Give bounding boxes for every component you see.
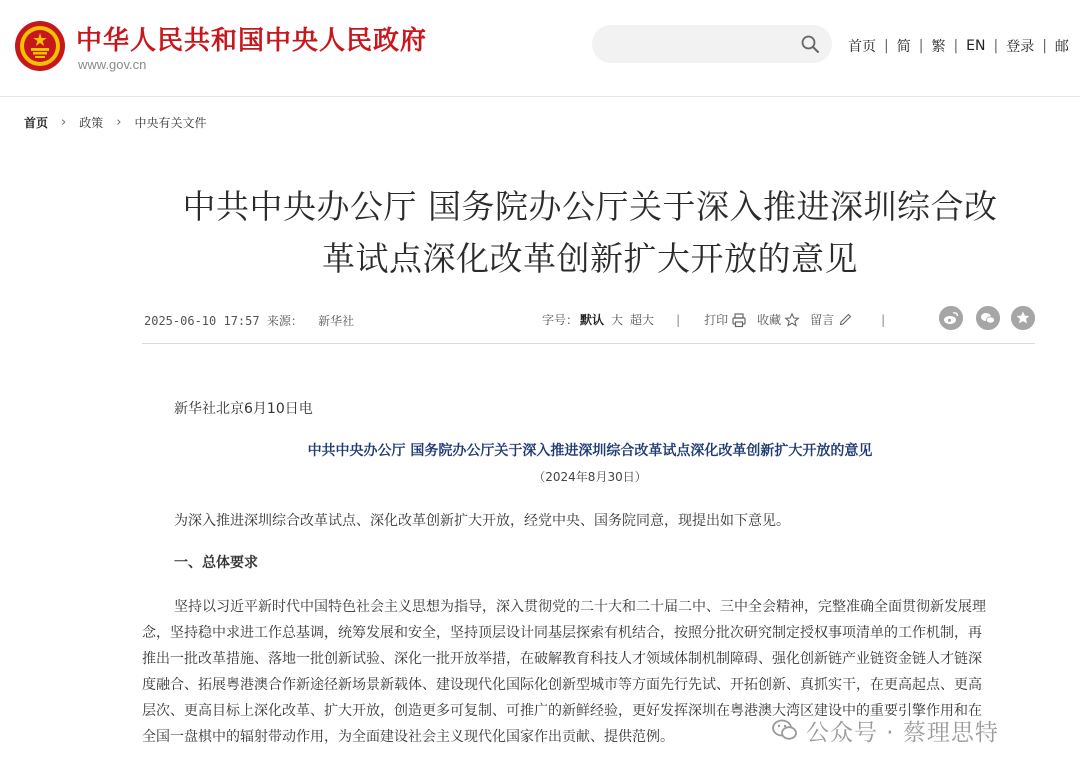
nav-home[interactable]: 首页 bbox=[848, 39, 876, 55]
intro-paragraph: 为深入推进深圳综合改革试点、深化改革创新扩大开放，经党中央、国务院同意，现提出如下意见。 bbox=[174, 513, 790, 529]
pencil-icon bbox=[837, 312, 853, 328]
comment-button[interactable] bbox=[810, 311, 853, 328]
paragraph-line: 坚持以习近平新时代中国特色社会主义思想为指导，深入贯彻党的二十大和二十届二中、三中全会精神，完整准确全面贯彻新发展理 bbox=[174, 599, 986, 615]
nav-mail[interactable]: 邮 bbox=[1054, 39, 1069, 55]
font-size-xlarge[interactable]: 超大 bbox=[630, 313, 655, 327]
paragraph-line: 层次、更高目标上深化改革、扩大开放，创造更多可复制、可推广的新鲜经验，更好发挥深圳在粤港澳大湾区建设中的重要引擎作用和在 bbox=[142, 703, 982, 719]
publish-datetime: 2025-06-10 17:57 bbox=[144, 314, 260, 328]
chevron-right-icon: › bbox=[116, 115, 122, 130]
article-title-line2: 革试点深化改革创新扩大开放的意见 bbox=[322, 239, 858, 278]
site-name[interactable]: 中华人民共和国中央人民政府 bbox=[76, 26, 428, 56]
article-title bbox=[142, 181, 1038, 285]
font-size-large[interactable]: 大 bbox=[611, 313, 624, 327]
source-label: 来源： bbox=[266, 314, 303, 328]
breadcrumb bbox=[24, 114, 206, 131]
font-size-label: 字号： bbox=[542, 313, 579, 327]
search-input[interactable] bbox=[606, 34, 796, 54]
nav-simplified[interactable]: 简 bbox=[896, 39, 911, 55]
nav-separator: | bbox=[1042, 38, 1047, 54]
tools-separator: | bbox=[676, 312, 681, 327]
wechat-icon[interactable] bbox=[976, 306, 1000, 330]
print-label: 打印 bbox=[704, 313, 729, 327]
tools-separator: | bbox=[881, 312, 886, 327]
article-tools bbox=[542, 311, 885, 328]
star-icon[interactable] bbox=[1011, 306, 1035, 330]
paragraph-line: 念，坚持稳中求进工作总基调，统筹发展和安全，坚持顶层设计同基层探索有机结合，按照分批次研究制定授权事项清单的工作机制，再 bbox=[142, 625, 982, 641]
breadcrumb-policy[interactable]: 政策 bbox=[79, 116, 104, 130]
article-meta-info bbox=[144, 312, 354, 329]
site-header bbox=[0, 0, 1080, 97]
search-box[interactable] bbox=[592, 25, 832, 63]
dateline: 新华社北京6月10日电 bbox=[174, 401, 313, 417]
nav-separator: | bbox=[884, 38, 889, 54]
chevron-right-icon: › bbox=[61, 115, 67, 130]
document-date: （2024年8月30日） bbox=[533, 470, 647, 484]
national-emblem-icon[interactable] bbox=[14, 20, 66, 72]
nav-traditional[interactable]: 繁 bbox=[931, 39, 946, 55]
watermark bbox=[770, 711, 999, 749]
star-outline-icon bbox=[784, 312, 800, 328]
nav-separator: | bbox=[953, 38, 959, 54]
nav-separator: | bbox=[993, 38, 999, 54]
print-icon bbox=[731, 312, 747, 328]
favorite-label: 收藏 bbox=[757, 313, 782, 327]
weibo-icon[interactable] bbox=[939, 306, 963, 330]
nav-separator: | bbox=[918, 38, 924, 54]
source-value: 新华社 bbox=[318, 314, 355, 328]
paragraph-line: 全国一盘棋中的辐射带动作用，为全面建设社会主义现代化国家作出贡献、提供范例。 bbox=[142, 729, 674, 745]
nav-english[interactable]: EN bbox=[966, 38, 986, 54]
section-heading: 一、总体要求 bbox=[174, 555, 258, 571]
document-heading: 中共中央办公厅 国务院办公厅关于深入推进深圳综合改革试点深化改革创新扩大开放的意见 bbox=[307, 443, 873, 459]
watermark-text: 公众号 · 蔡理思特 bbox=[806, 719, 999, 746]
paragraph-line: 推出一批改革措施、落地一批创新试验、深化一批开放举措，在破解教育科技人才领域体制机制障碍、强化创新链产业链资金链人才链深 bbox=[142, 651, 982, 667]
breadcrumb-home[interactable]: 首页 bbox=[24, 116, 49, 130]
top-nav bbox=[848, 36, 1069, 56]
print-button[interactable] bbox=[704, 311, 747, 328]
article-meta-bar bbox=[142, 308, 1035, 344]
article-title-line1: 中共中央办公厅 国务院办公厅关于深入推进深圳综合改 bbox=[182, 187, 998, 226]
breadcrumb-central-docs[interactable]: 中央有关文件 bbox=[134, 116, 207, 130]
paragraph-line: 度融合、拓展粤港澳合作新途径新场景新载体、建设现代化国际化创新型城市等方面先行先试、开拓创新、真抓实干，在更高起点、更高 bbox=[142, 677, 982, 693]
wechat-official-account-icon bbox=[770, 715, 800, 745]
font-size-default[interactable]: 默认 bbox=[580, 313, 605, 327]
comment-label: 留言 bbox=[810, 313, 835, 327]
nav-login[interactable]: 登录 bbox=[1006, 39, 1035, 55]
favorite-button[interactable] bbox=[757, 311, 800, 328]
search-icon[interactable] bbox=[800, 34, 820, 54]
site-url[interactable]: www.gov.cn bbox=[78, 57, 147, 72]
